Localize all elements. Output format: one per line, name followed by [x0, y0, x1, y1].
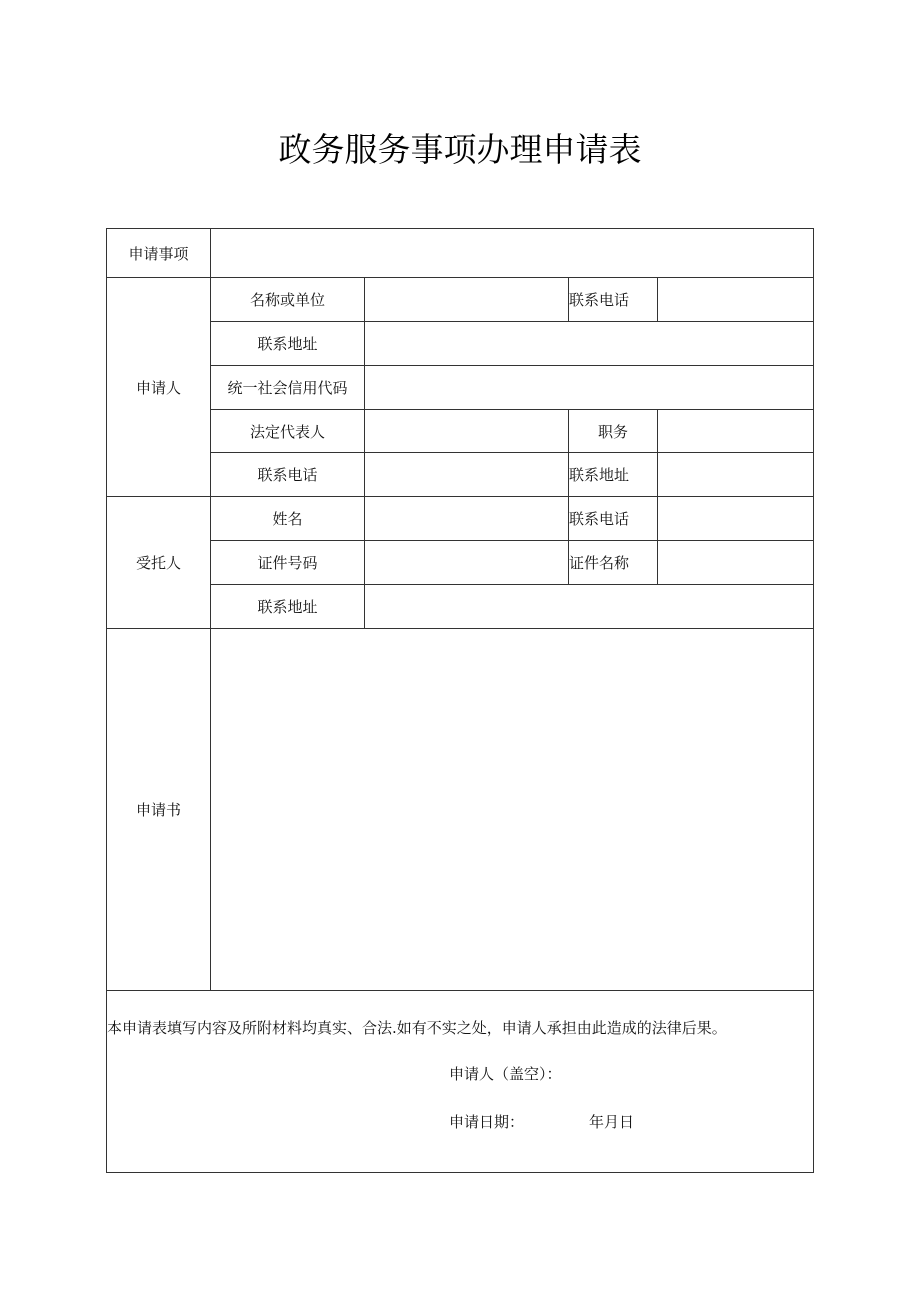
label-trustee-name: 姓名 [211, 497, 365, 541]
page-title: 政务服务事项办理申请表 [278, 130, 642, 169]
label-legal-rep-address: 联系地址 [569, 453, 658, 497]
date-suffix: 年月日 [589, 1113, 635, 1131]
trustee-name-field[interactable] [365, 497, 569, 541]
trustee-id-type-field[interactable] [658, 541, 814, 585]
applicant-address-field[interactable] [365, 322, 814, 366]
label-application-item: 申请事项 [107, 229, 211, 278]
label-applicant-address: 联系地址 [211, 322, 365, 366]
application-date-row [449, 1111, 635, 1132]
legal-rep-address-field[interactable] [658, 453, 814, 497]
applicant-name-field[interactable] [365, 278, 569, 322]
label-applicant-phone: 联系电话 [569, 278, 658, 322]
signature-label: 申请人（盖空）： [449, 1065, 562, 1083]
declaration-cell [107, 991, 814, 1173]
declaration-text: 本申请表填写内容及所附材料均真实、合法.如有不实之处，申请人承担由此造成的法律后果。 [107, 1019, 727, 1037]
label-legal-rep-phone: 联系电话 [211, 453, 365, 497]
label-applicant-name: 名称或单位 [211, 278, 365, 322]
date-label: 申请日期： [449, 1113, 525, 1131]
label-position: 职务 [569, 410, 658, 453]
applicant-phone-field[interactable] [658, 278, 814, 322]
application-form [106, 228, 814, 1173]
legal-rep-phone-field[interactable] [365, 453, 569, 497]
trustee-address-field[interactable] [365, 585, 814, 629]
legal-rep-field[interactable] [365, 410, 569, 453]
label-trustee-address: 联系地址 [211, 585, 365, 629]
label-credit-code: 统一社会信用代码 [211, 366, 365, 410]
position-field[interactable] [658, 410, 814, 453]
credit-code-field[interactable] [365, 366, 814, 410]
label-trustee-id-number: 证件号码 [211, 541, 365, 585]
label-legal-rep: 法定代表人 [211, 410, 365, 453]
label-trustee-phone: 联系电话 [569, 497, 658, 541]
application-letter-field[interactable] [211, 629, 814, 991]
trustee-id-number-field[interactable] [365, 541, 569, 585]
section-application-letter-label: 申请书 [107, 629, 211, 991]
trustee-phone-field[interactable] [658, 497, 814, 541]
section-applicant-label: 申请人 [107, 278, 211, 497]
application-item-field[interactable] [211, 229, 814, 278]
label-trustee-id-type: 证件名称 [569, 541, 658, 585]
section-trustee-label: 受托人 [107, 497, 211, 629]
